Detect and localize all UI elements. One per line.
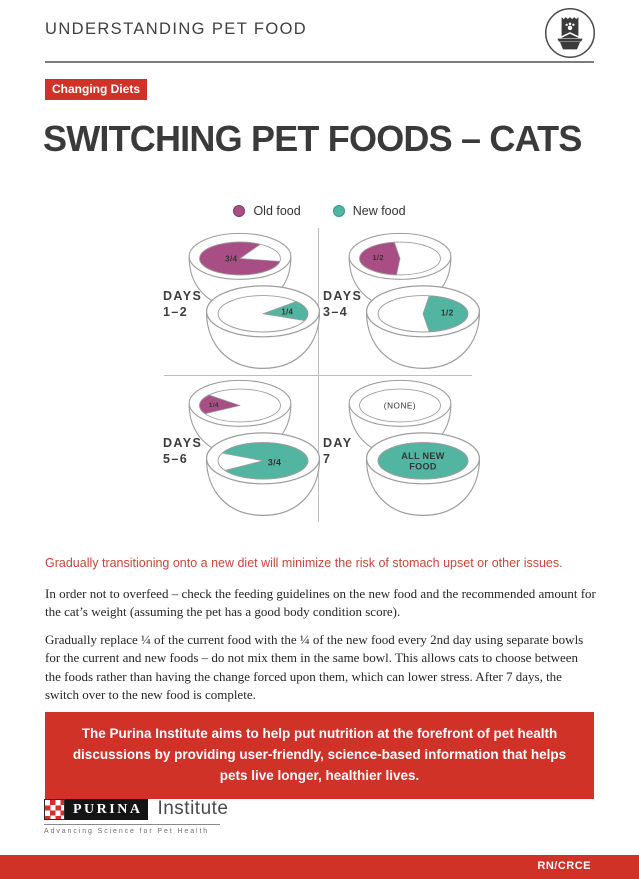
header-divider [45,61,594,63]
paragraph: In order not to overfeed – check the feeding guidelines on the new food and the recommended amount for the cat’s weight (assuming the pet has a good body condition score). [45,586,596,620]
new-food-dot-icon [333,205,345,217]
document-code: RN/CRCE [537,860,591,872]
new-food-bowl [362,428,484,519]
paragraph: Gradually replace ¼ of the current food with the ¼ of the new food every 2nd day using separate bowls for the current and new foods – do not mix them in the same bowl. This allows cats to choose between the foods rather than having the change forced upon them, which can lower stress. After 7 days, the switch over to the new food is complete. [45,631,584,703]
new-food-bowl [202,281,324,372]
days-label: DAYS 1–2 [163,289,203,320]
legend-item-new-food [333,204,406,218]
legend-item-old-food [233,204,300,218]
diagram-quadrant-days-1-2 [158,228,318,375]
diagram-quadrant-days-3-4 [318,228,478,375]
footer-bar [0,855,639,879]
purina-institute-logo [44,798,229,835]
days-label: DAY 7 [323,436,353,467]
section-badge: Changing Diets [45,79,147,100]
legend-label-old: Old food [253,204,301,218]
logo-tagline: Advancing Science for Pet Health [44,828,210,835]
institute-wordmark: Institute [157,798,229,819]
svg-text:3/4: 3/4 [267,457,282,468]
paw-icon [568,26,572,30]
pet-food-icon [542,5,598,61]
transition-diagram [158,228,478,522]
purina-checkerboard-icon [44,799,65,820]
svg-text:3/4: 3/4 [225,254,238,264]
svg-text:(NONE): (NONE) [383,401,417,411]
purina-wordmark: PURINA [65,799,148,820]
legend-label-new: New food [352,204,406,218]
bowl-rim-icon [557,39,582,42]
new-food-bowl [202,428,324,519]
svg-text:1/2: 1/2 [440,307,454,318]
page-title: SWITCHING PET FOODS – CATS [43,118,582,159]
mission-callout: The Purina Institute aims to help put nutrition at the forefront of pet health discussions by providing user-friendly, science-based information that helps pets live longer, healthier lives. [45,712,594,799]
tagline-divider [44,824,220,825]
old-food-dot-icon [233,205,245,217]
days-label: DAYS 5–6 [163,436,203,467]
svg-text:ALL NEW: ALL NEW [401,450,445,461]
food-legend [0,204,639,218]
document-header-title: UNDERSTANDING PET FOOD [45,20,308,38]
bowl-body-icon [560,42,580,49]
new-food-bowl [362,281,484,372]
highlight-sentence: Gradually transitioning onto a new diet will minimize the risk of stomach upset or other issues. [45,556,563,570]
svg-text:1/4: 1/4 [281,307,294,317]
svg-text:FOOD: FOOD [409,461,437,472]
svg-text:1/2: 1/2 [372,253,384,263]
diagram-quadrant-days-5-6 [158,375,318,522]
svg-text:1/4: 1/4 [208,402,219,410]
days-label: DAYS 3–4 [323,289,363,320]
diagram-quadrant-day-7 [318,375,478,522]
